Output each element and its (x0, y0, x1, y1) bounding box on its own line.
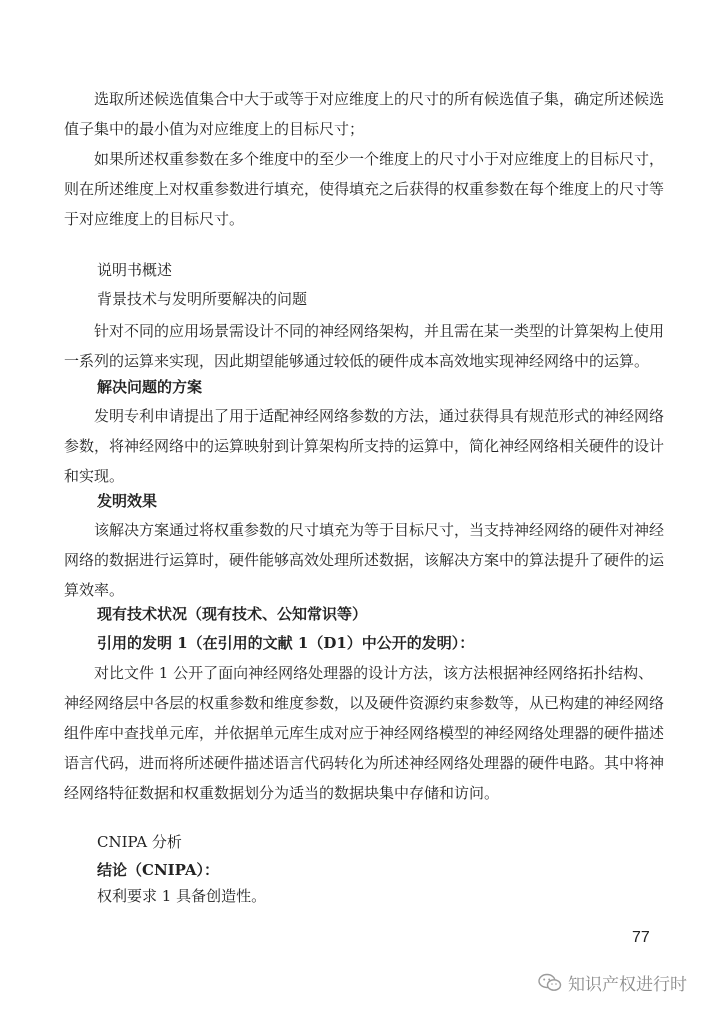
paragraph-background: 针对不同的应用场景需设计不同的神经网络架构，并且需在某一类型的计算架构上使用一系列的运算来实现，因此期望能够通过较低的硬件成本高效地实现神经网络中的运算。 (64, 322, 665, 370)
heading-overview: 说明书概述 (97, 261, 173, 279)
paragraph-cited: 对比文件 1 公开了面向神经网络处理器的设计方法，该方法根据神经网络拓扑结构、神经网络层中各层的权重参数和维度参数，以及硬件资源约束参数等，从已构建的神经网络组件库中查找单元库，并依据单元库生成对应于神经网络模型的神经网络处理器的硬件描述语言代码，进而将所述硬件描述语言代码转化为所述神经网络处理器的硬件电路。其中将神经网络特征数据和权重数据划分为适当的数据块集中存储和访问。 (64, 664, 665, 802)
page-number: 77 (632, 929, 650, 946)
heading-cited-invention: 引用的发明 1（在引用的文献 1（D1）中公开的发明）： (97, 634, 475, 652)
paragraph-conclusion: 权利要求 1 具备创造性。 (97, 887, 267, 905)
paragraph-padding: 如果所述权重参数在多个维度中的至少一个维度上的尺寸小于对应维度上的目标尺寸，则在所述维度上对权重参数进行填充，使得填充之后获得的权重参数在每个维度上的尺寸等于对应维度上的目标尺寸。 (64, 150, 665, 228)
watermark (538, 970, 687, 995)
watermark-text: 知识产权进行时 (568, 975, 687, 995)
heading-solution: 解决问题的方案 (97, 378, 203, 396)
heading-conclusion: 结论（CNIPA）： (97, 861, 219, 879)
heading-prior-art: 现有技术状况（现有技术、公知常识等） (97, 605, 368, 623)
paragraph-effect: 该解决方案通过将权重参数的尺寸填充为等于目标尺寸，当支持神经网络的硬件对神经网络的数据进行运算时，硬件能够高效处理所述数据，该解决方案中的算法提升了硬件的运算效率。 (64, 521, 665, 599)
heading-effect: 发明效果 (97, 492, 158, 510)
wechat-icon (538, 973, 562, 993)
heading-cnipa: CNIPA 分析 (97, 833, 182, 851)
paragraph-selection: 选取所述候选值集合中大于或等于对应维度上的尺寸的所有候选值子集，确定所述候选值子集中的最小值为对应维度上的目标尺寸； (64, 90, 665, 138)
heading-background: 背景技术与发明所要解决的问题 (97, 290, 308, 308)
paragraph-solution: 发明专利申请提出了用于适配神经网络参数的方法，通过获得具有规范形式的神经网络参数，将神经网络中的运算映射到计算架构所支持的运算中，简化神经网络相关硬件的设计和实现。 (64, 407, 665, 485)
